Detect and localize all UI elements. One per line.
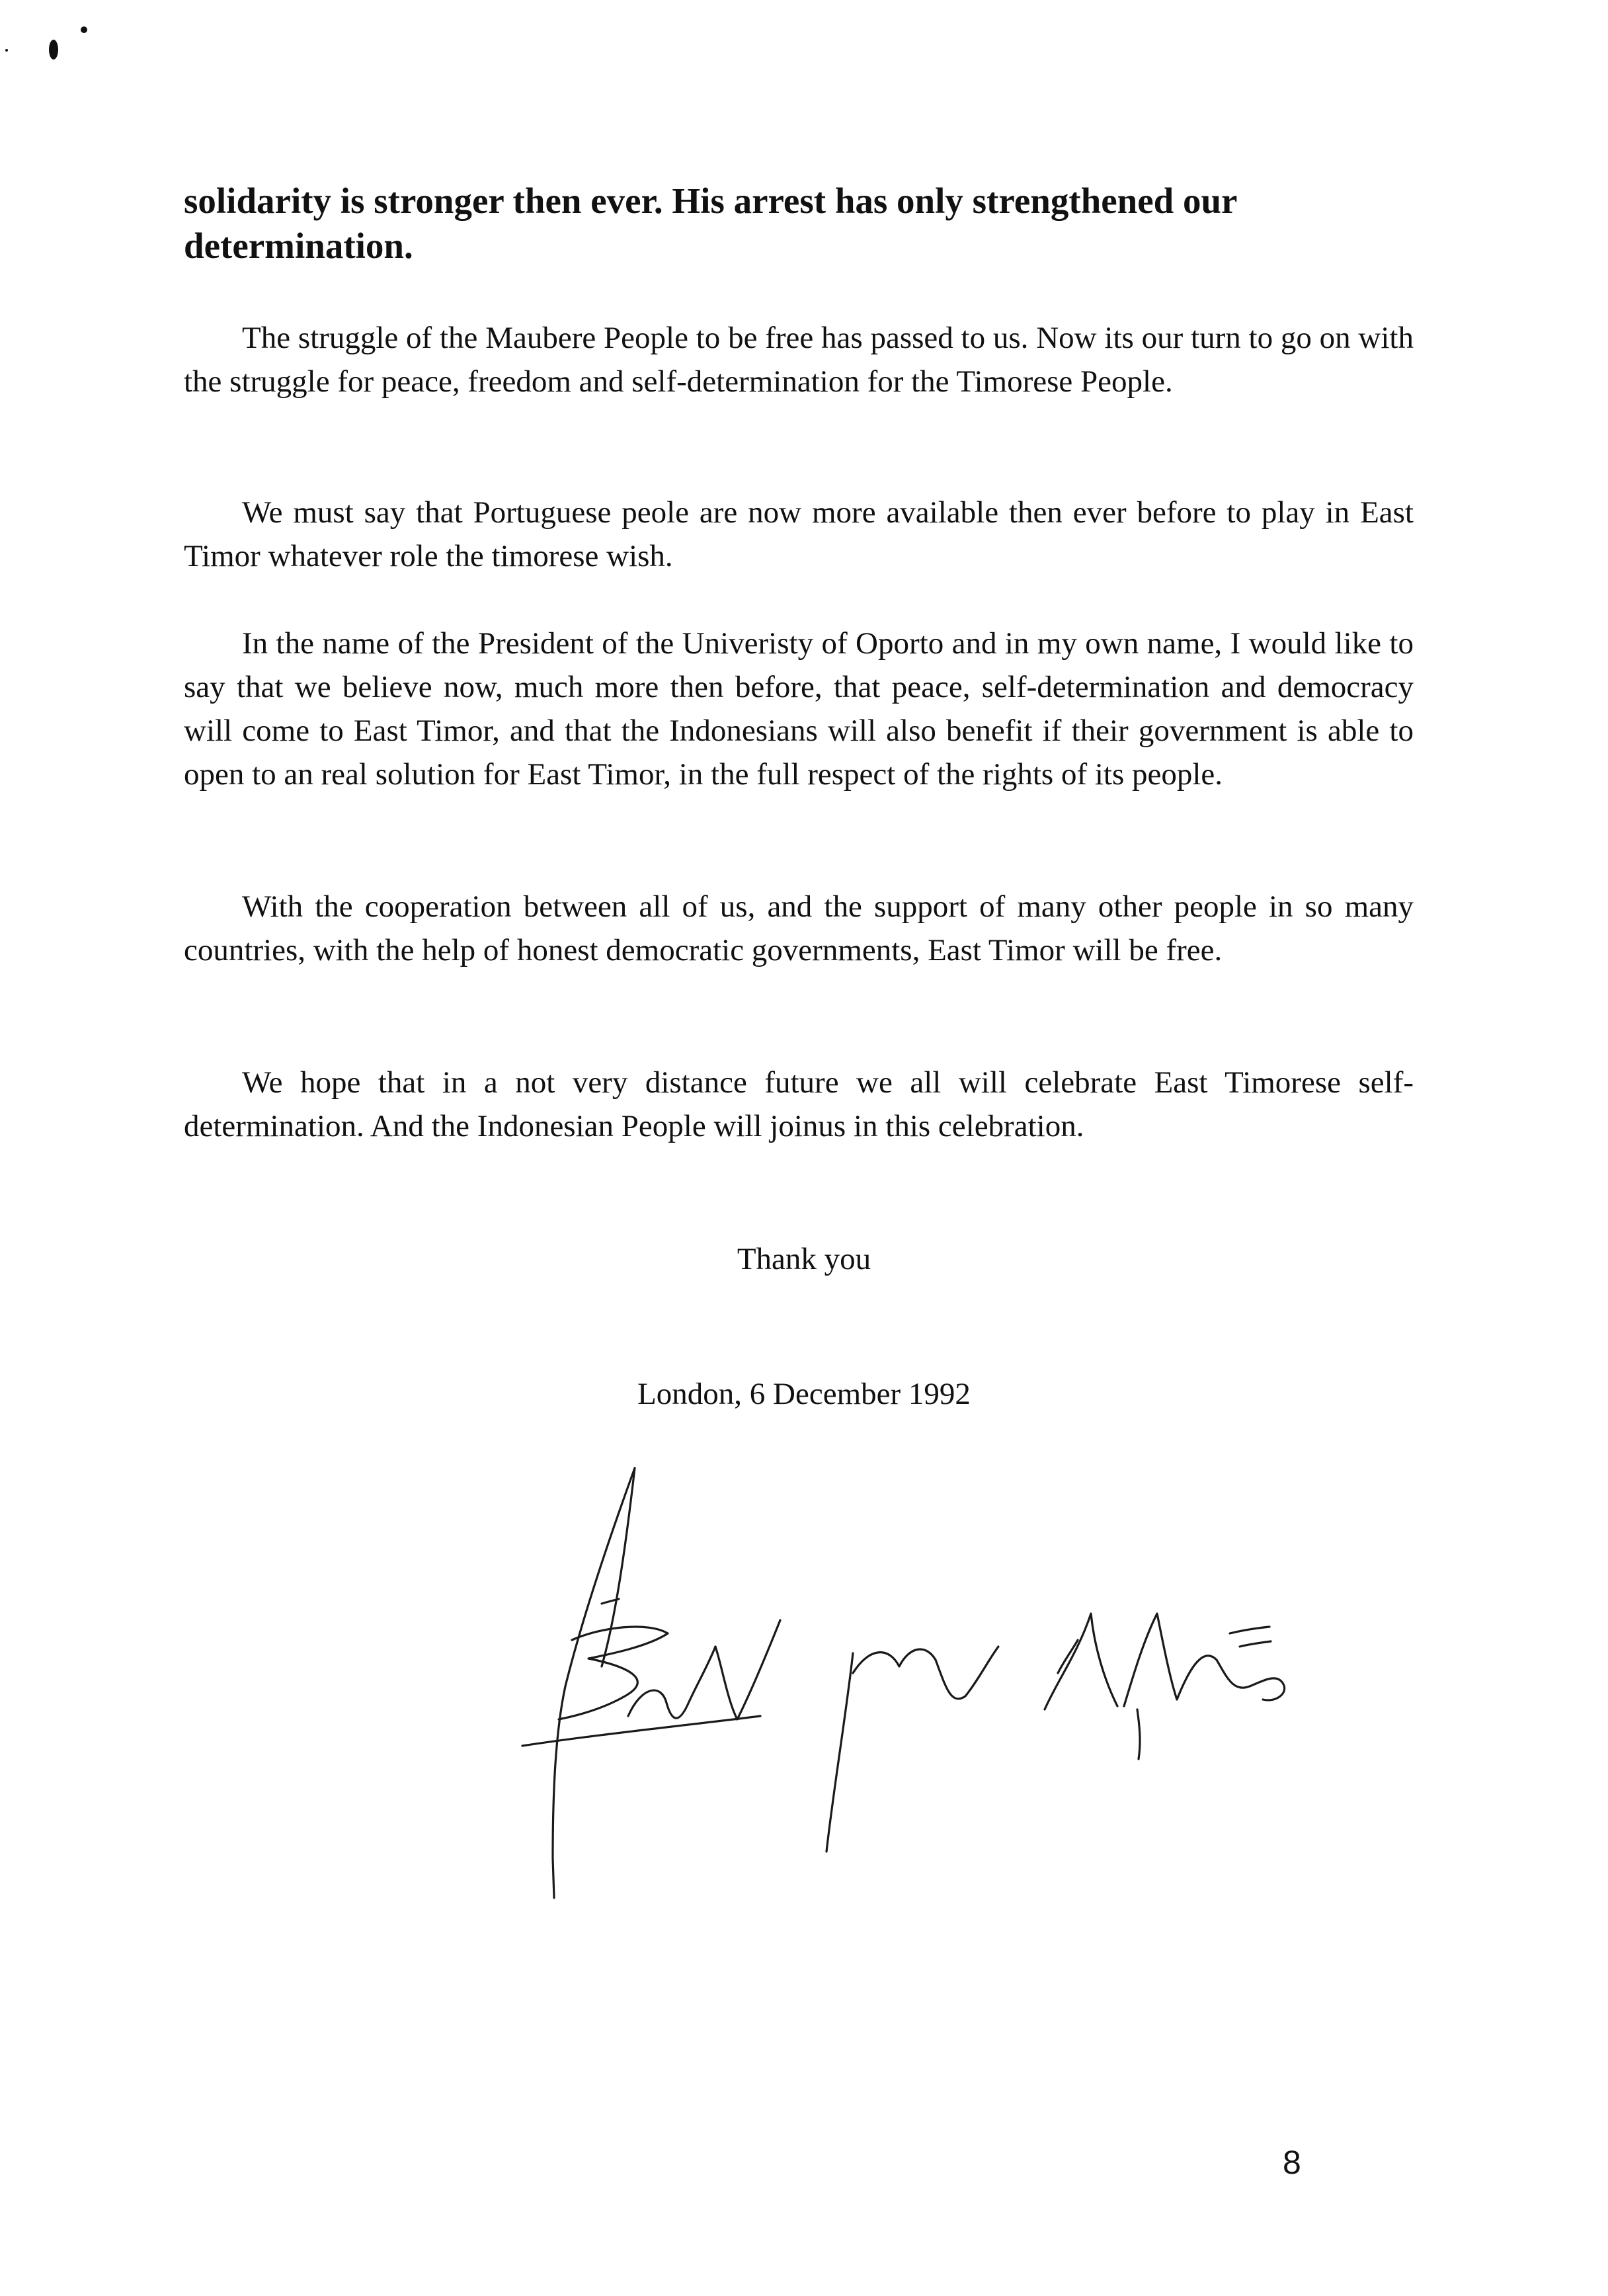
paragraph-oporto: In the name of the President of the Univeristy of Oporto and in my own name, I would like to say that we believe now, much more then before, that peace, self-determination and democracy will come to East Timor, and that the Indonesians will also benefit if their government is able to open to an real solution for East Timor, in the full respect of the rights of its people. bbox=[184, 626, 1414, 792]
lead-text: solidarity is stronger then ever. His arrest has only strengthened our determination. bbox=[184, 181, 1237, 266]
place-date: London, 6 December 1992 bbox=[637, 1377, 971, 1411]
paragraph-portuguese: We must say that Portuguese peole are now more available then ever before to play in East Timor whatever role the timorese wish. bbox=[184, 495, 1414, 573]
closing-thanks: Thank you bbox=[737, 1242, 871, 1276]
paragraph-celebration: We hope that in a not very distance future we all will celebrate East Timorese self-determination. And the Indonesian People will joinus in this celebration. bbox=[184, 1065, 1414, 1143]
page-number: 8 bbox=[1283, 2144, 1301, 2181]
paragraph-struggle: The struggle of the Maubere People to be free has passed to us. Now its our turn to go on with the struggle for peace, freedom and self-determination for the Timorese People. bbox=[184, 321, 1414, 399]
scan-speck bbox=[49, 40, 58, 60]
paragraph-cooperation: With the cooperation between all of us, and the support of many other people in so many countries, with the help of honest democratic governments, East Timor will be free. bbox=[184, 889, 1414, 967]
scan-speck bbox=[5, 49, 8, 52]
handwritten-signature bbox=[509, 1448, 1369, 1911]
scan-speck bbox=[81, 26, 87, 33]
